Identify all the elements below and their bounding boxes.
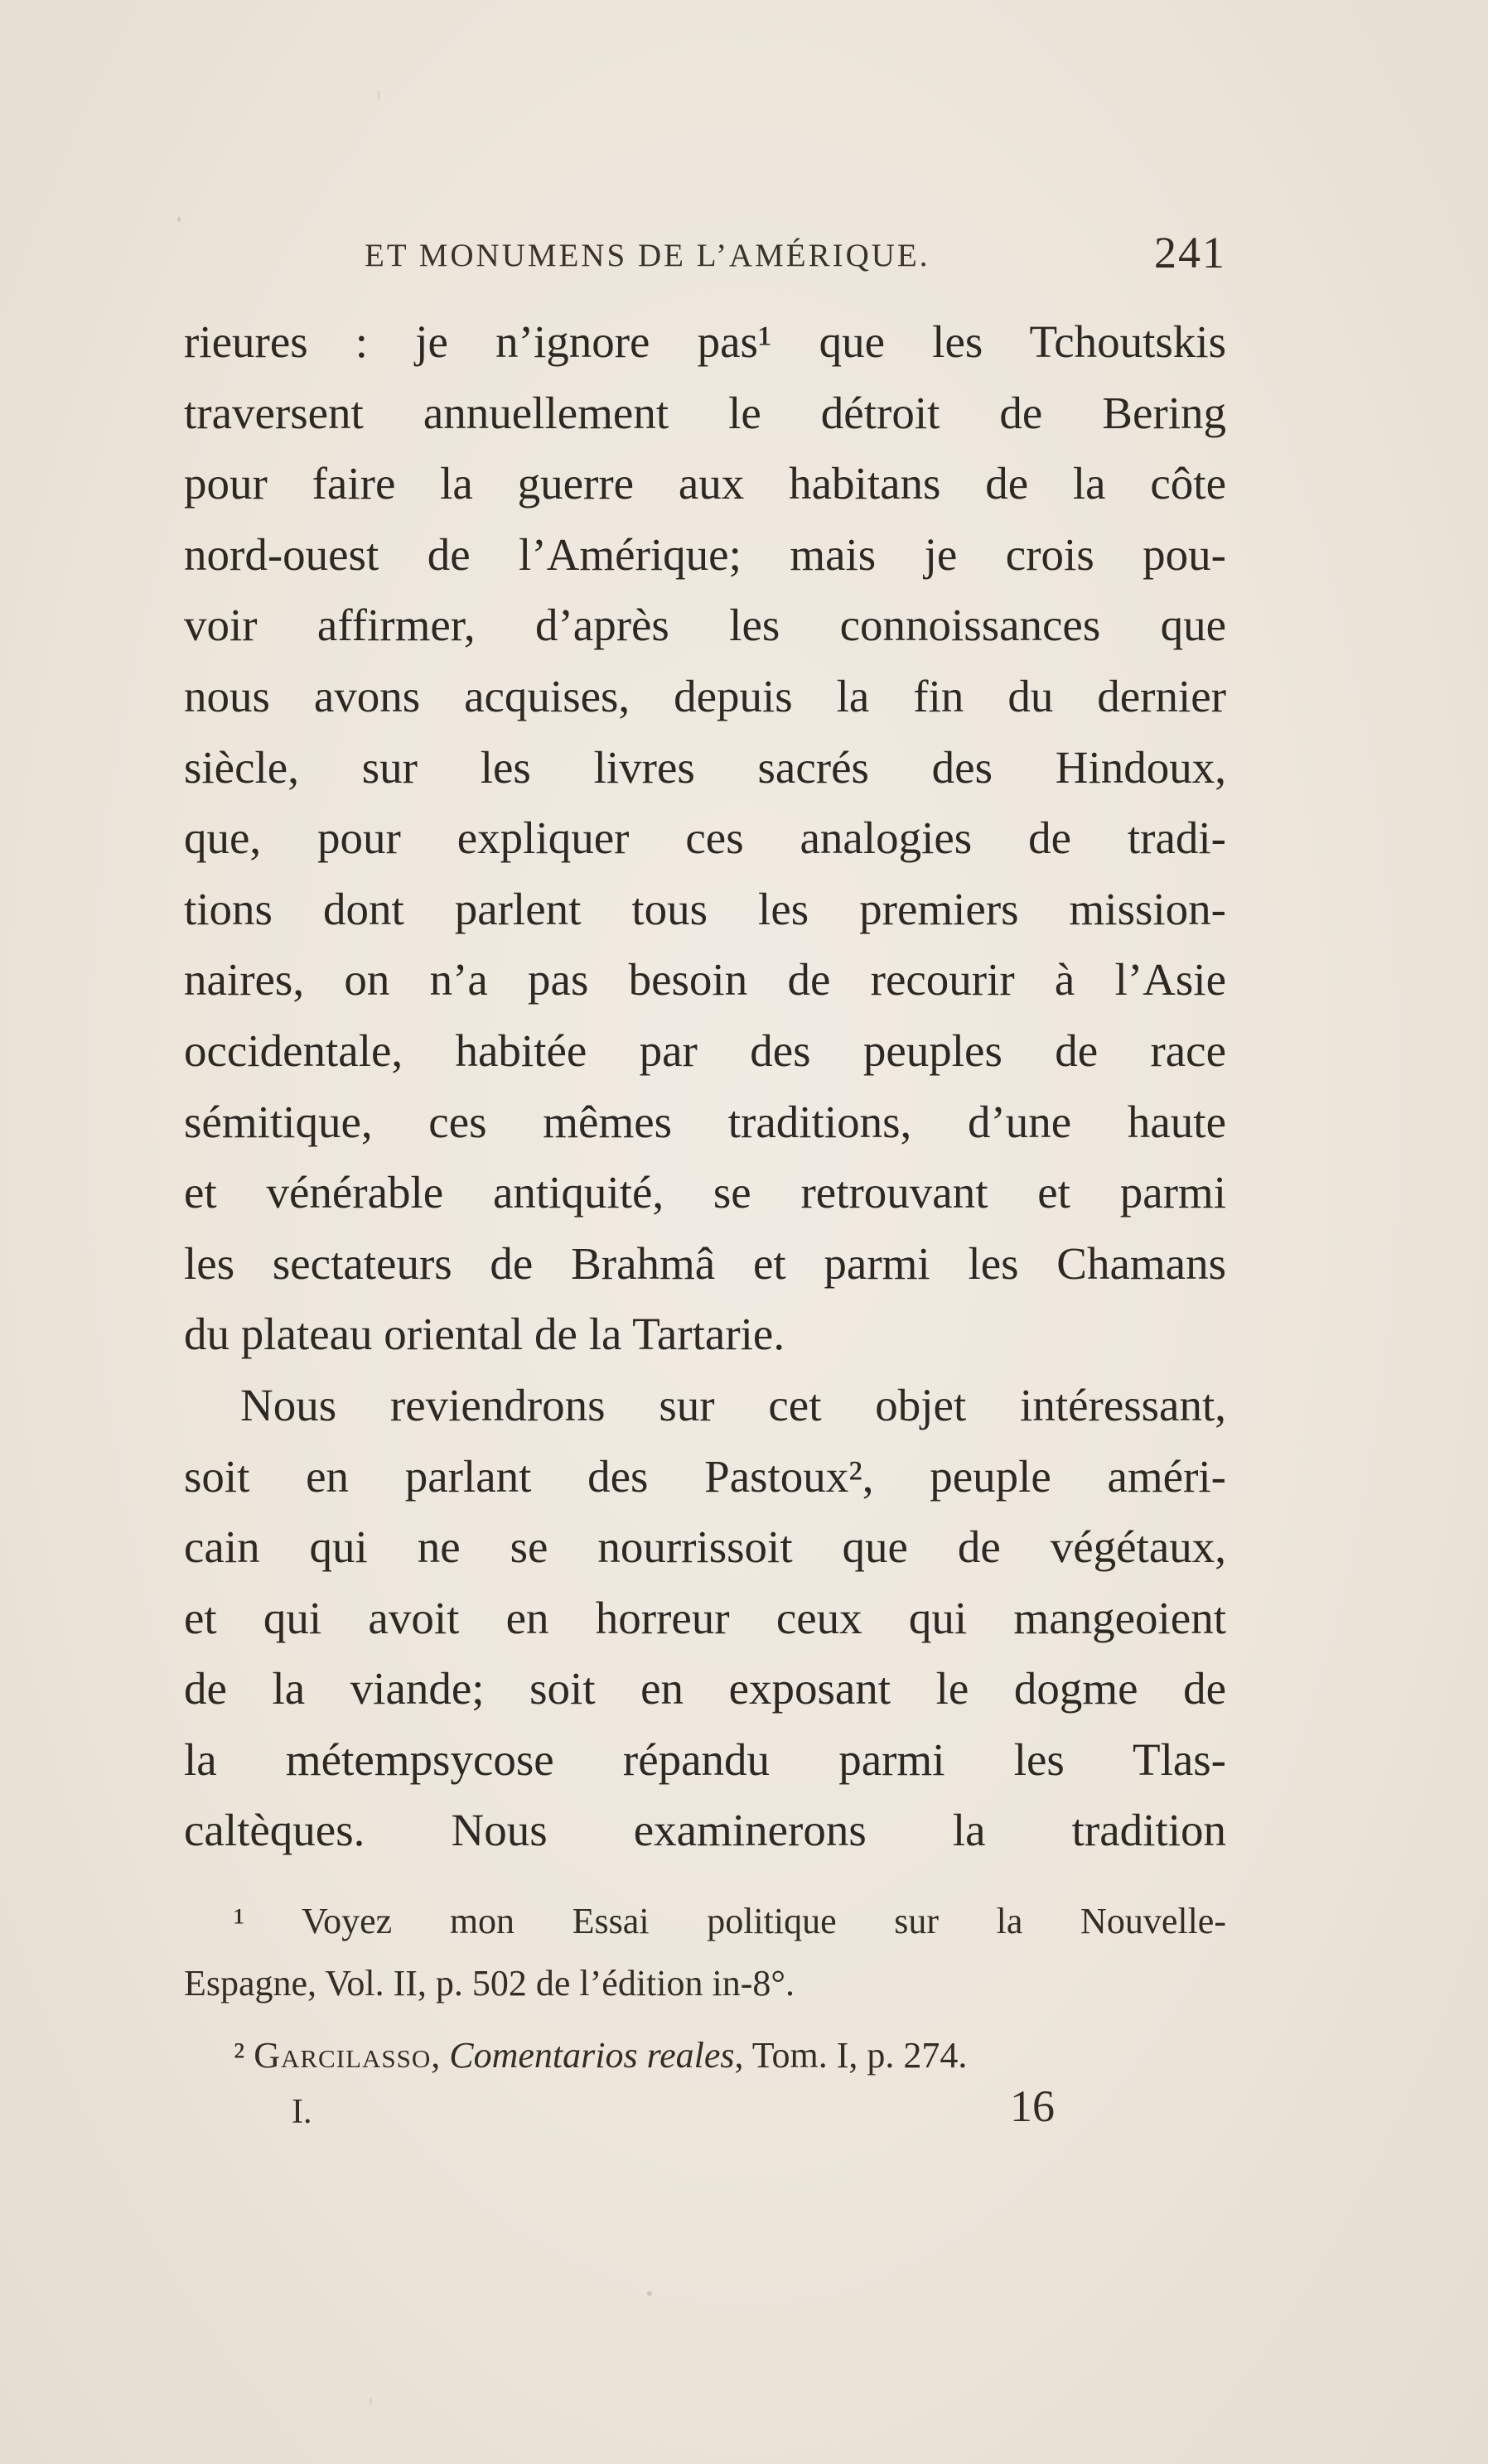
text-line: que, pour expliquer ces analogies de tradi- [184,812,1226,864]
running-head: ET MONUMENS DE L’AMÉRIQUE. [365,238,930,273]
text-line: siècle, sur les livres sacrés des Hindoux, [184,741,1226,793]
footnote-2-reference: , Tom. I, p. 274. [734,2035,968,2076]
text-line: les sectateurs de Brahmâ et parmi les Chamans [184,1237,1226,1289]
paper-speck [377,89,380,101]
printer-signature [184,2081,1226,2145]
footnotes [184,1890,1226,2086]
text-line-paragraph-start: Nous reviendrons sur cet objet intéressant, [240,1379,1226,1430]
text-line: pour faire la guerre aux habitans de la côte [184,458,1226,509]
page-number: 241 [1154,228,1226,277]
signature-number: 16 [1010,2081,1055,2131]
footnote-2-separator: , [431,2035,450,2076]
body-text [184,306,1226,1866]
paper-speck [370,2398,372,2405]
footnote-1-line: Espagne, Vol. II, p. 502 de l’édition in-8°. [184,1963,795,2004]
text-line-paragraph-end: du plateau oriental de la Tartarie. [184,1309,785,1360]
page-header [365,228,1226,283]
paper-speck [177,217,181,222]
text-line: cain qui ne se nourrissoit que de végétaux, [184,1521,1226,1573]
footnote-2-title: Comentarios reales [449,2035,735,2076]
signature-volume: I. [292,2093,312,2131]
footnote-2-mark: ² [234,2035,254,2076]
footnote-2-author: Garcilasso [254,2035,432,2076]
footnote-1-line: ¹ Voyez mon Essai politique sur la Nouvelle- [234,1901,1226,1941]
text-line: rieures : je n’ignore pas¹ que les Tchoutskis [184,316,1226,367]
text-line: la métempsycose répandu parmi les Tlas- [184,1733,1226,1785]
text-line: soit en parlant des Pastoux², peuple améri- [184,1450,1226,1502]
text-line: occidentale, habitée par des peuples de race [184,1025,1226,1076]
text-line: voir affirmer, d’après les connoissances que [184,600,1226,651]
text-line: tions dont parlent tous les premiers mission- [184,883,1226,934]
text-line: de la viande; soit en exposant le dogme de [184,1663,1226,1714]
paper-speck [647,2291,652,2296]
text-line: nord-ouest de l’Amérique; mais je crois pou- [184,528,1226,580]
text-line: nous avons acquises, depuis la fin du dernier [184,670,1226,721]
footnote-2 [184,2024,1226,2086]
text-line: sémitique, ces mêmes traditions, d’une haute [184,1096,1226,1147]
text-line: et qui avoit en horreur ceux qui mangeoient [184,1592,1226,1643]
text-line: naires, on n’a pas besoin de recourir à l’Asie [184,954,1226,1005]
text-line: et vénérable antiquité, se retrouvant et parmi [184,1167,1226,1218]
text-line: caltèques. Nous examinerons la tradition [184,1805,1226,1856]
text-line: traversent annuellement le détroit de Bering [184,387,1226,438]
